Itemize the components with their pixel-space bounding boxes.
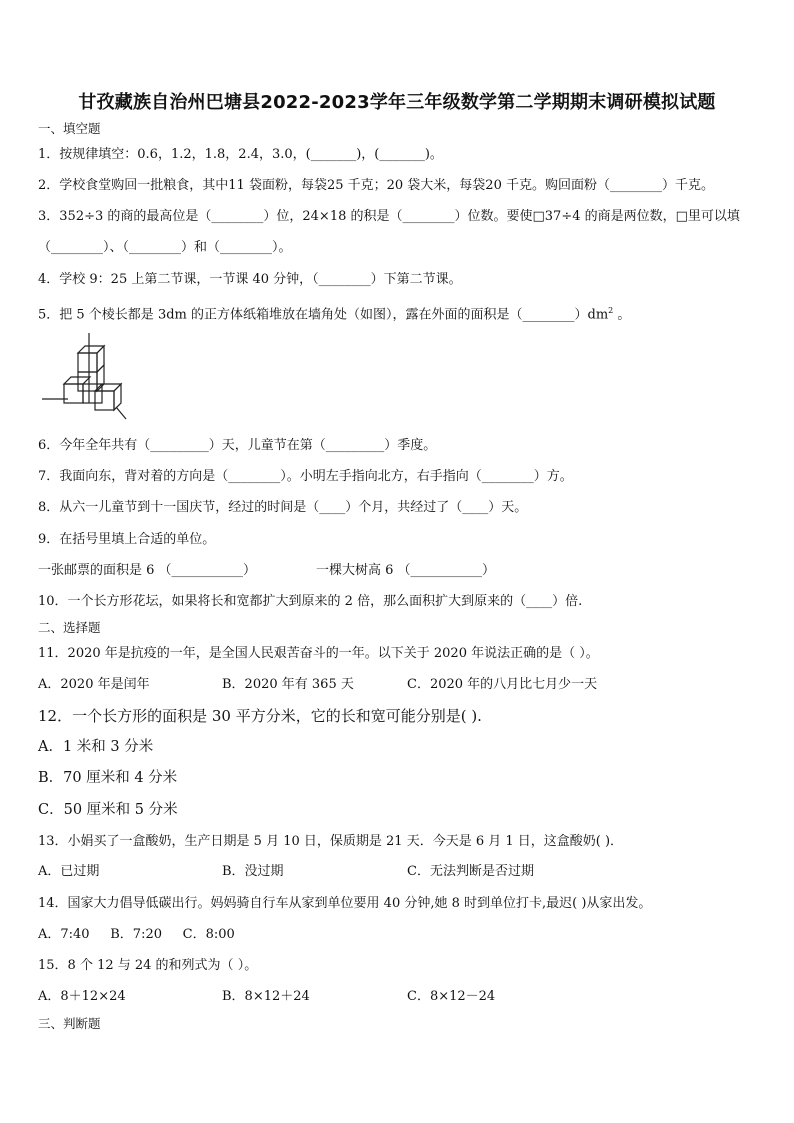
question-12: 12．一个长方形的面积是 30 平方分米，它的长和宽可能分别是( ).: [38, 707, 482, 725]
question-14-options: A．7:40 B．7:20 C．8:00: [38, 927, 235, 942]
question-5-end: 。: [617, 307, 631, 323]
question-9-item-a: 一张邮票的面积是 6 （___________）: [38, 563, 257, 578]
question-15-option-c: C．8×12－24: [407, 989, 496, 1004]
cube-stack-figure: [40, 331, 130, 423]
question-11-option-b: B．2020 年有 365 天: [222, 677, 354, 692]
question-9-item-b: 一棵大树高 6 （___________）: [316, 563, 496, 578]
question-11-option-a: A．2020 年是闰年: [38, 677, 150, 692]
question-11: 11．2020 年是抗疫的一年，是全国人民艰苦奋斗的一年。以下关于 2020 年说法正确的是（ ）。: [38, 646, 599, 661]
question-9: 9．在括号里填上合适的单位。: [38, 532, 216, 547]
question-5-text: 5．把 5 个棱长都是 3dm 的正方体纸箱堆放在墙角处（如图），露在外面的面积是（________）dm: [38, 307, 609, 323]
question-12-option-a: A．1 米和 3 分米: [38, 739, 154, 755]
question-6: 6．今年全年共有（_________）天，儿童节在第（_________）季度。: [38, 438, 437, 453]
question-13: 13．小娟买了一盒酸奶，生产日期是 5 月 10 日，保质期是 21 天．今天是 6 月 1 日，这盒酸奶( )．: [38, 834, 624, 849]
section-fill-blank: 一、填空题: [38, 121, 101, 136]
question-1: 1．按规律填空：0.6，1.2，1.8，2.4，3.0，(_______)，(_______)。: [38, 147, 443, 162]
question-3-line-2: （________）、（________）和（________）。: [38, 240, 292, 255]
question-13-option-c: C．无法判断是否过期: [407, 864, 534, 879]
question-13-option-b: B．没过期: [222, 864, 284, 879]
question-7: 7．我面向东，背对着的方向是（________）。小明左手指向北方，右手指向（________）方。: [38, 469, 573, 484]
question-3-line-1: 3．352÷3 的商的最高位是（________）位，24×18 的积是（________）位数。要使□37÷4 的商是两位数，□里可以填: [38, 209, 740, 224]
page-title: 甘孜藏族自治州巴塘县2022-2023学年三年级数学第二学期期末调研模拟试题: [78, 92, 716, 113]
section-multiple-choice: 二、选择题: [38, 620, 101, 635]
question-8: 8．从六一儿童节到十一国庆节，经过的时间是（____）个月，共经过了（____）天。: [38, 500, 528, 515]
question-10: 10．一个长方形花坛，如果将长和宽都扩大到原来的 2 倍，那么面积扩大到原来的（____）倍.: [38, 594, 583, 609]
question-15-option-a: A．8＋12×24: [38, 989, 126, 1004]
question-15: 15．8 个 12 与 24 的和列式为（ ）。: [38, 958, 258, 973]
question-12-option-b: B．70 厘米和 4 分米: [38, 770, 178, 786]
question-5: [38, 302, 630, 323]
question-14: 14．国家大力倡导低碳出行。妈妈骑自行车从家到单位要用 40 分钟,她 8 时到单位打卡,最迟( )从家出发。: [38, 896, 652, 911]
section-true-false: 三、判断题: [38, 1016, 101, 1031]
question-15-option-b: B．8×12＋24: [222, 989, 310, 1004]
question-12-option-c: C．50 厘米和 5 分米: [38, 802, 178, 818]
question-2: 2．学校食堂购回一批粮食，其中11 袋面粉，每袋25 千克；20 袋大米，每袋20 千克。购回面粉（________）千克。: [38, 178, 714, 193]
question-13-option-a: A．已过期: [38, 864, 100, 879]
question-4: 4．学校 9：25 上第二节课，一节课 40 分钟，（________）下第二节课。: [38, 272, 462, 287]
question-11-option-c: C．2020 年的八月比七月少一天: [407, 677, 598, 692]
question-5-unit-exponent: 2: [608, 306, 614, 315]
